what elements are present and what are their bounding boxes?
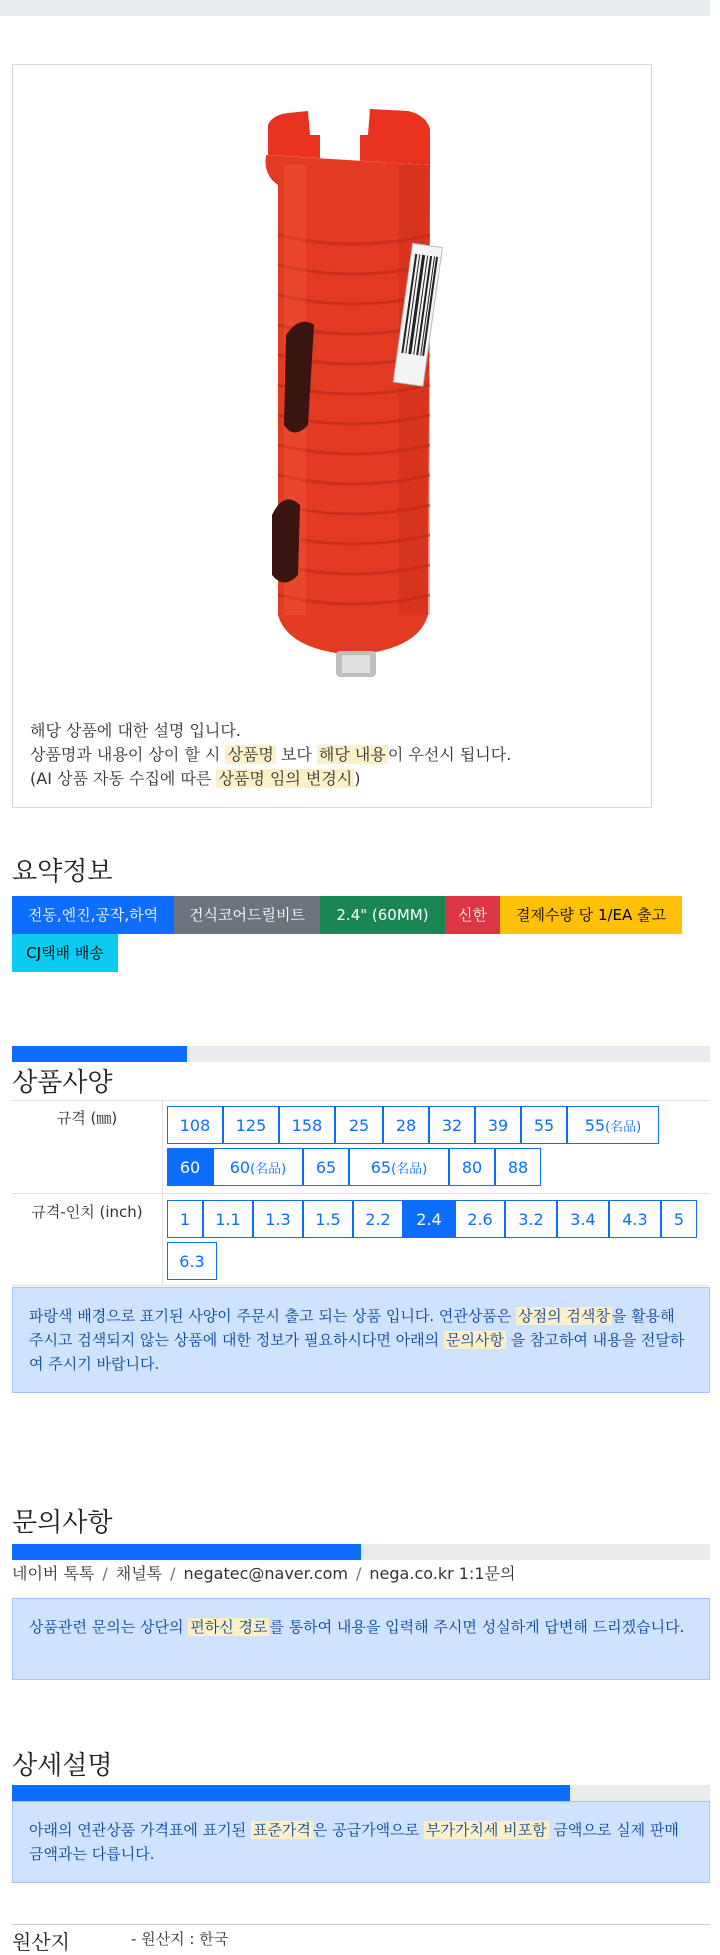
highlight: 표준가격 <box>252 1821 311 1839</box>
desc-line-1: 해당 상품에 대한 설명 입니다. <box>30 721 241 740</box>
product-card <box>12 64 652 808</box>
desc-text: ) <box>354 769 361 788</box>
inch-option[interactable]: 5 <box>661 1200 697 1238</box>
mm-option[interactable]: 32 <box>429 1106 475 1144</box>
notice-text: 를 통하여 내용을 입력해 주시면 성실하게 답변해 드리겠습니다. <box>269 1618 685 1636</box>
notice-text: 을 활용해 주시고 검색되지 않는 상품에 대한 정보가 필요하시다면 아래의 <box>29 1307 675 1349</box>
mm-option[interactable]: 158 <box>279 1106 335 1144</box>
specs-notice <box>12 1287 710 1393</box>
highlight: 해당 내용 <box>318 745 386 764</box>
inch-option[interactable]: 1.3 <box>253 1200 303 1238</box>
spec-table <box>12 1100 710 1286</box>
detail-title: 상세설명 <box>12 1751 113 1781</box>
desc-line-2 <box>30 743 511 767</box>
mm-option[interactable]: 55(名品) <box>567 1106 659 1144</box>
product-description <box>30 719 511 791</box>
inch-option[interactable]: 6.3 <box>167 1242 217 1280</box>
mm-option[interactable]: 60 <box>167 1148 213 1186</box>
contact-email[interactable]: negatec@naver.com <box>183 1564 349 1583</box>
specs-progress-fill <box>12 1046 187 1062</box>
specs-title: 상품사양 <box>12 1068 113 1098</box>
contact-channels <box>12 1561 515 1584</box>
specs-progress <box>12 1046 710 1062</box>
mm-option[interactable]: 25 <box>335 1106 383 1144</box>
divider <box>12 1193 710 1194</box>
divider <box>12 1924 710 1925</box>
tag-brand: 신한 <box>445 896 500 934</box>
detail-progress <box>12 1785 710 1801</box>
desc-text: 이 우선시 됩니다. <box>387 745 512 764</box>
highlight: 상품명 임의 변경시 <box>218 769 353 788</box>
notice-text: 금액으로 실제 판매금액과는 다릅니다. <box>29 1821 679 1863</box>
inch-option[interactable]: 2.4 <box>403 1200 455 1238</box>
highlight: 부가가치세 비포함 <box>425 1821 547 1839</box>
tag-delivery: CJ택배 배송 <box>12 934 118 972</box>
inquiry-title: 문의사항 <box>12 1508 113 1538</box>
inquiry-notice <box>12 1598 710 1680</box>
desc-line-3 <box>30 767 511 791</box>
desc-text: 상품명과 내용이 상이 할 시 <box>30 745 226 764</box>
contact-site-inquiry[interactable]: nega.co.kr 1:1문의 <box>369 1564 516 1583</box>
notice-text: 을 참고하여 내용을 전달하여 주시기 바랍니다. <box>29 1331 685 1373</box>
desc-text: 보다 <box>275 745 317 764</box>
inch-option[interactable]: 3.4 <box>557 1200 609 1238</box>
separator: / <box>356 1564 362 1583</box>
origin-value: - 원산지 : 한국 <box>131 1930 229 1948</box>
origin-label: 원산지 <box>12 1930 70 1954</box>
mm-option[interactable]: 60(名品) <box>213 1148 303 1186</box>
mm-option[interactable]: 88 <box>495 1148 541 1186</box>
highlight: 문의사항 <box>445 1331 504 1349</box>
mm-option[interactable]: 39 <box>475 1106 521 1144</box>
mm-option[interactable]: 65(名品) <box>349 1148 449 1186</box>
inch-option[interactable]: 4.3 <box>609 1200 661 1238</box>
tag-product-type: 건식코어드릴비트 <box>174 896 320 934</box>
summary-title: 요약정보 <box>12 857 113 887</box>
inquiry-progress-fill <box>12 1544 361 1560</box>
notice-text: 상품관련 문의는 상단의 <box>29 1618 189 1636</box>
mm-option[interactable]: 125 <box>223 1106 279 1144</box>
mm-option[interactable]: 80 <box>449 1148 495 1186</box>
contact-naver-talk[interactable]: 네이버 톡톡 <box>12 1564 95 1583</box>
desc-text: (AI 상품 자동 수집에 따른 <box>30 769 217 788</box>
top-bar <box>0 0 710 16</box>
detail-progress-fill <box>12 1785 570 1801</box>
contact-channel-talk[interactable]: 채널톡 <box>115 1564 163 1583</box>
separator: / <box>102 1564 108 1583</box>
mm-option[interactable]: 65 <box>303 1148 349 1186</box>
detail-notice <box>12 1801 710 1883</box>
inch-option[interactable]: 3.2 <box>505 1200 557 1238</box>
inch-option[interactable]: 2.2 <box>353 1200 403 1238</box>
mm-option[interactable]: 28 <box>383 1106 429 1144</box>
highlight: 상품명 <box>227 745 274 764</box>
highlight: 상점의 검색창 <box>518 1307 610 1325</box>
notice-text: 파랑색 배경으로 표기된 사양이 주문시 출고 되는 상품 입니다. 연관상품은 <box>29 1307 517 1325</box>
tag-size: 2.4" (60MM) <box>320 896 445 934</box>
tag-category: 전동,엔진,공작,하역 <box>12 896 174 934</box>
mm-option[interactable]: 55 <box>521 1106 567 1144</box>
separator: / <box>170 1564 176 1583</box>
notice-text: 아래의 연관상품 가격표에 표기된 <box>29 1821 251 1839</box>
mm-option[interactable]: 108 <box>167 1106 223 1144</box>
tag-shipping-qty: 결제수량 당 1/EA 출고 <box>500 896 682 934</box>
inch-option[interactable]: 1.5 <box>303 1200 353 1238</box>
notice-text: 은 공급가액으로 <box>312 1821 424 1839</box>
spec-label-mm: 규격 (㎜) <box>56 1109 118 1127</box>
inch-option[interactable]: 1.1 <box>203 1200 253 1238</box>
highlight: 편하신 경로 <box>190 1618 268 1636</box>
inch-option[interactable]: 1 <box>167 1200 203 1238</box>
product-image <box>248 95 478 695</box>
spec-label-inch: 규격-인치 (inch) <box>31 1203 143 1221</box>
inch-option[interactable]: 2.6 <box>455 1200 505 1238</box>
inquiry-progress <box>12 1544 710 1560</box>
